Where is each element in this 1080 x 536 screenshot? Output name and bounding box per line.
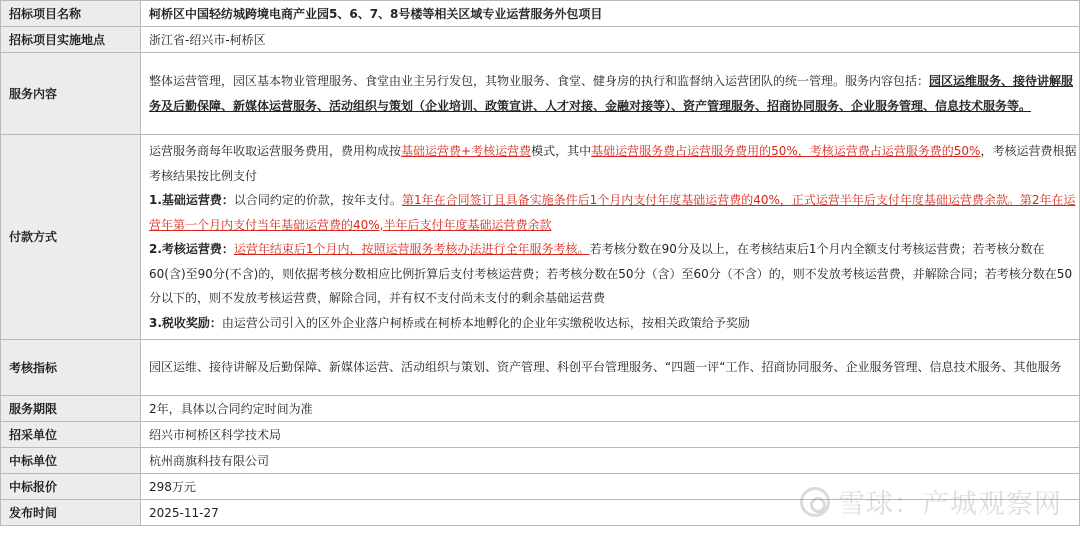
service-bold-text: 园区运维服务、接待讲解服务及后勤保障、新媒体运营服务、活动组织与策划（企业培训、政策宣讲、人才对接、金融对接等）、资产管理服务、招商协同服务、企业服务管理、信息技术服务等。 (149, 74, 1074, 113)
payment-p2-a: 以合同约定的价款，按年支付。 (233, 193, 402, 207)
payment-p2-red: 第1年在合同签订且具备实施条件后1个月内支付年度基础运营费的40%，正式运营半年后支付年度基础运营费余款。第2年在运营年第一个月内支付当年基础运营费的40%,半年后支付年度基础运营费余款 (149, 193, 1076, 232)
payment-p3-head: 2.考核运营费： (149, 242, 234, 256)
row-payment (1, 135, 1080, 340)
row-service (1, 53, 1080, 135)
payment-p1-a: 运营服务商每年收取运营服务费用，费用构成按 (149, 144, 402, 158)
value-winner: 杭州商旗科技有限公司 (141, 448, 1080, 474)
label-date: 发布时间 (1, 500, 141, 526)
payment-p2-head: 1.基础运营费： (149, 193, 234, 207)
label-price: 中标报价 (1, 474, 141, 500)
value-price: 298万元 (141, 474, 1080, 500)
label-buyer: 招采单位 (1, 422, 141, 448)
row-location (1, 27, 1080, 53)
payment-para-4 (149, 311, 1079, 336)
row-date (1, 500, 1080, 526)
value-location: 浙江省-绍兴市-柯桥区 (141, 27, 1080, 53)
value-payment (141, 135, 1080, 340)
payment-para-1 (149, 139, 1079, 188)
payment-p4-head: 3.税收奖励： (149, 315, 222, 330)
row-project-name (1, 1, 1080, 27)
label-service: 服务内容 (1, 53, 141, 135)
payment-para-3 (149, 237, 1079, 311)
label-payment: 付款方式 (1, 135, 141, 340)
payment-p1-c: ，考核运营费根据考核结果按比例支付 (149, 144, 1077, 183)
row-winner (1, 448, 1080, 474)
value-period: 2年，具体以合同约定时间为准 (141, 396, 1080, 422)
value-project-name: 柯桥区中国轻纺城跨境电商产业园5、6、7、8号楼等相关区域专业运营服务外包项目 (141, 1, 1080, 27)
value-date: 2025-11-27 (141, 500, 1080, 526)
payment-p1-red1: 基础运营费+考核运营费 (401, 144, 532, 158)
label-project-name: 招标项目名称 (1, 1, 141, 27)
row-kpi (1, 340, 1080, 396)
label-winner: 中标单位 (1, 448, 141, 474)
label-location: 招标项目实施地点 (1, 27, 141, 53)
row-period (1, 396, 1080, 422)
watermark-text: 雪球：产城观察网 (838, 489, 1062, 520)
row-buyer (1, 422, 1080, 448)
value-service (141, 53, 1080, 135)
label-period: 服务期限 (1, 396, 141, 422)
value-kpi: 园区运维、接待讲解及后勤保障、新媒体运营、活动组织与策划、资产管理、科创平台管理服务、“四题一评“工作、招商协同服务、企业服务管理、信息技术服务、其他服务 (141, 340, 1080, 396)
payment-p1-b: 模式，其中 (531, 144, 592, 158)
payment-p3-red: 运营年结束后1个月内，按照运营服务考核办法进行全年服务考核。 (233, 242, 590, 256)
row-price (1, 474, 1080, 500)
payment-p1-red2: 基础运营服务费占运营服务费用的50%，考核运营费占运营服务费的50% (591, 144, 981, 158)
service-plain-text: 整体运营管理，园区基本物业管理服务、食堂由业主另行发包，其物业服务、食堂、健身房的执行和监督纳入运营团队的统一管理。服务内容包括： (149, 74, 930, 88)
payment-p4-a: 由运营公司引入的区外企业落户柯桥或在柯桥本地孵化的企业年实缴税收达标，按相关政策给予奖励 (221, 315, 750, 330)
payment-p3-a: 若考核分数在90分及以上，在考核结束后1个月内全额支付考核运营费；若考核分数在60(含)至90分(不含)的，则依据考核分数相应比例折算后支付考核运营费；若考核分数在50分（含）至60分（不含）的，则不发放考核运营费，并解除合同；若考核分数在50分以下的，则不发放考核运营费，解除合同，并有权不支付尚未支付的剩余基础运营费 (149, 242, 1073, 305)
payment-para-2 (149, 188, 1079, 237)
label-kpi: 考核指标 (1, 340, 141, 396)
value-buyer: 绍兴市柯桥区科学技术局 (141, 422, 1080, 448)
